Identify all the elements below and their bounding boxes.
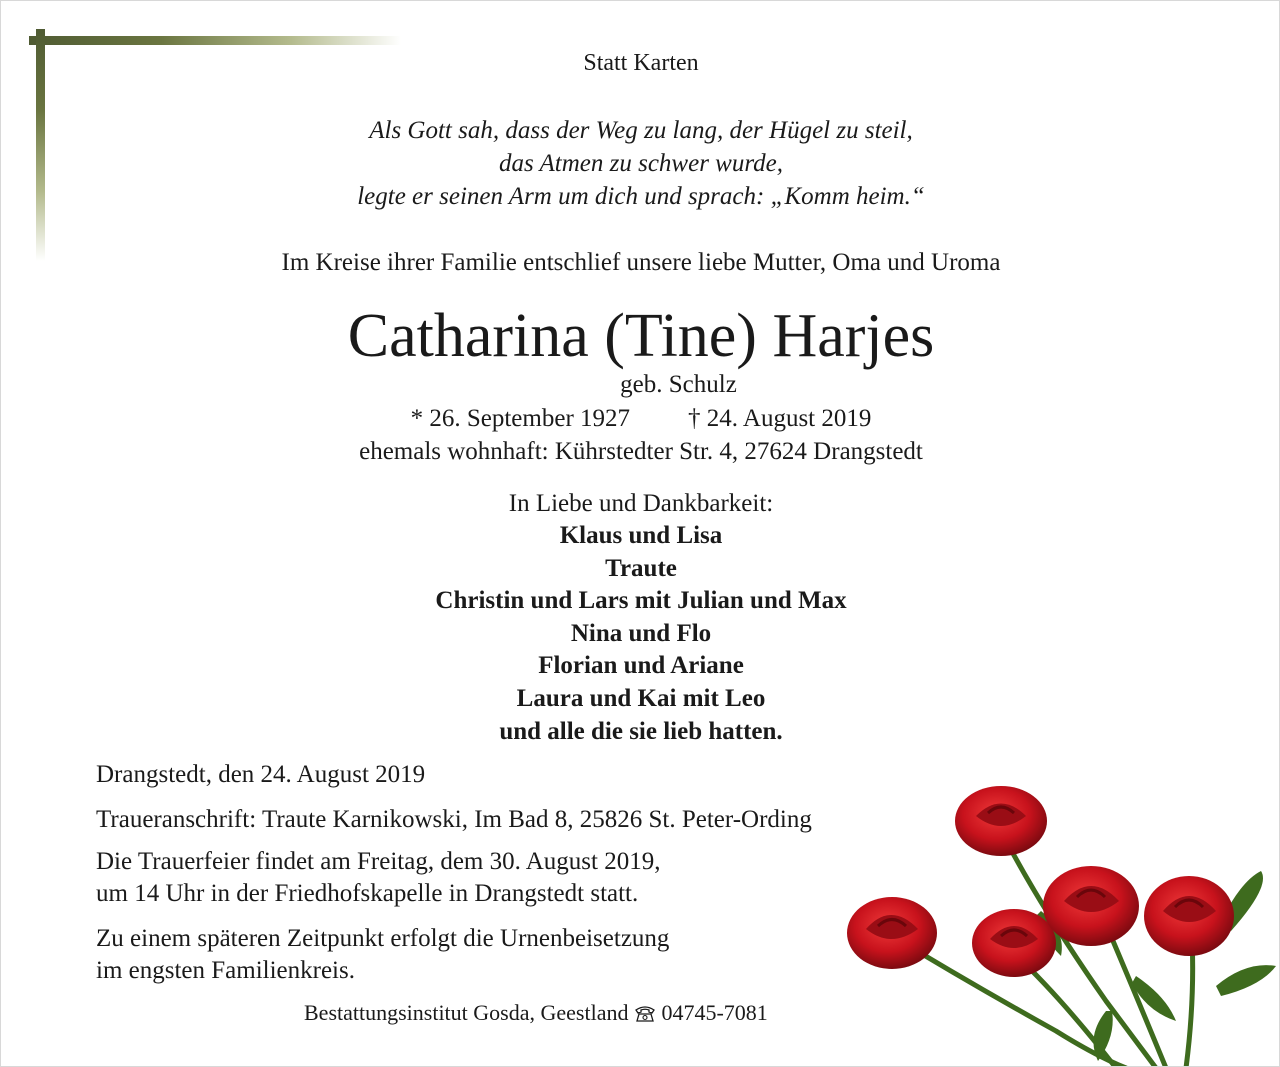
family-entry: Laura und Kai mit Leo bbox=[516, 684, 766, 712]
family-entry: Klaus und Lisa bbox=[559, 522, 723, 549]
verse-line: Als Gott sah, dass der Weg zu lang, der Hügel zu steil, bbox=[369, 117, 913, 144]
family-entry: und alle die sie lieb hatten. bbox=[499, 717, 783, 745]
phone-icon bbox=[634, 1001, 656, 1031]
cross-horizontal-bar bbox=[29, 36, 401, 45]
family-list bbox=[1, 520, 1280, 748]
rose bbox=[972, 909, 1056, 977]
deceased-name: Catharina (Tine) Harjes bbox=[347, 302, 935, 370]
funeral-home-name: Bestattungsinstitut Gosda, Geestland bbox=[304, 1000, 629, 1025]
service-line: Die Trauerfeier findet am Freitag, dem 30. August 2019, bbox=[96, 848, 661, 875]
rose bbox=[955, 786, 1047, 856]
rose bbox=[847, 897, 937, 969]
verse-line: das Atmen zu schwer wurde, bbox=[498, 150, 784, 177]
death-date: † 24. August 2019 bbox=[688, 405, 872, 432]
urn-burial-info bbox=[96, 923, 669, 987]
family-entry: Nina und Flo bbox=[570, 619, 712, 647]
birth-date: * 26. September 1927 bbox=[410, 405, 631, 432]
family-entry: Traute bbox=[605, 554, 677, 582]
intro-text: Im Kreise ihrer Familie entschlief unsere liebe Mutter, Oma und Uroma bbox=[281, 249, 1001, 276]
former-address: ehemals wohnhaft: Kührstedter Str. 4, 27624 Drangstedt bbox=[359, 438, 923, 465]
funeral-home bbox=[304, 998, 768, 1031]
birth-name: geb. Schulz bbox=[620, 371, 737, 398]
rose bbox=[1043, 866, 1139, 946]
notice-header: Statt Karten bbox=[583, 50, 699, 76]
life-dates bbox=[1, 403, 1280, 435]
family-entry: Florian und Ariane bbox=[538, 652, 744, 680]
funeral-service-info bbox=[96, 846, 660, 910]
urn-line: im engsten Familienkreis. bbox=[96, 957, 355, 984]
verse bbox=[1, 114, 1280, 213]
rose bbox=[1144, 876, 1234, 956]
family-entry: Christin und Lars mit Julian und Max bbox=[435, 587, 847, 615]
funeral-home-phone: 04745-7081 bbox=[661, 1000, 768, 1025]
verse-line: legte er seinen Arm um dich und sprach: „Komm heim.“ bbox=[357, 183, 925, 210]
thanks-line: In Liebe und Dankbarkeit: bbox=[508, 490, 774, 517]
service-line: um 14 Uhr in der Friedhofskapelle in Drangstedt statt. bbox=[96, 880, 639, 907]
urn-line: Zu einem späteren Zeitpunkt erfolgt die Urnenbeisetzung bbox=[96, 925, 670, 952]
roses-illustration bbox=[836, 771, 1280, 1067]
place-date: Drangstedt, den 24. August 2019 bbox=[96, 761, 426, 788]
mourning-address: Traueranschrift: Traute Karnikowski, Im Bad 8, 25826 St. Peter-Ording bbox=[96, 806, 812, 833]
